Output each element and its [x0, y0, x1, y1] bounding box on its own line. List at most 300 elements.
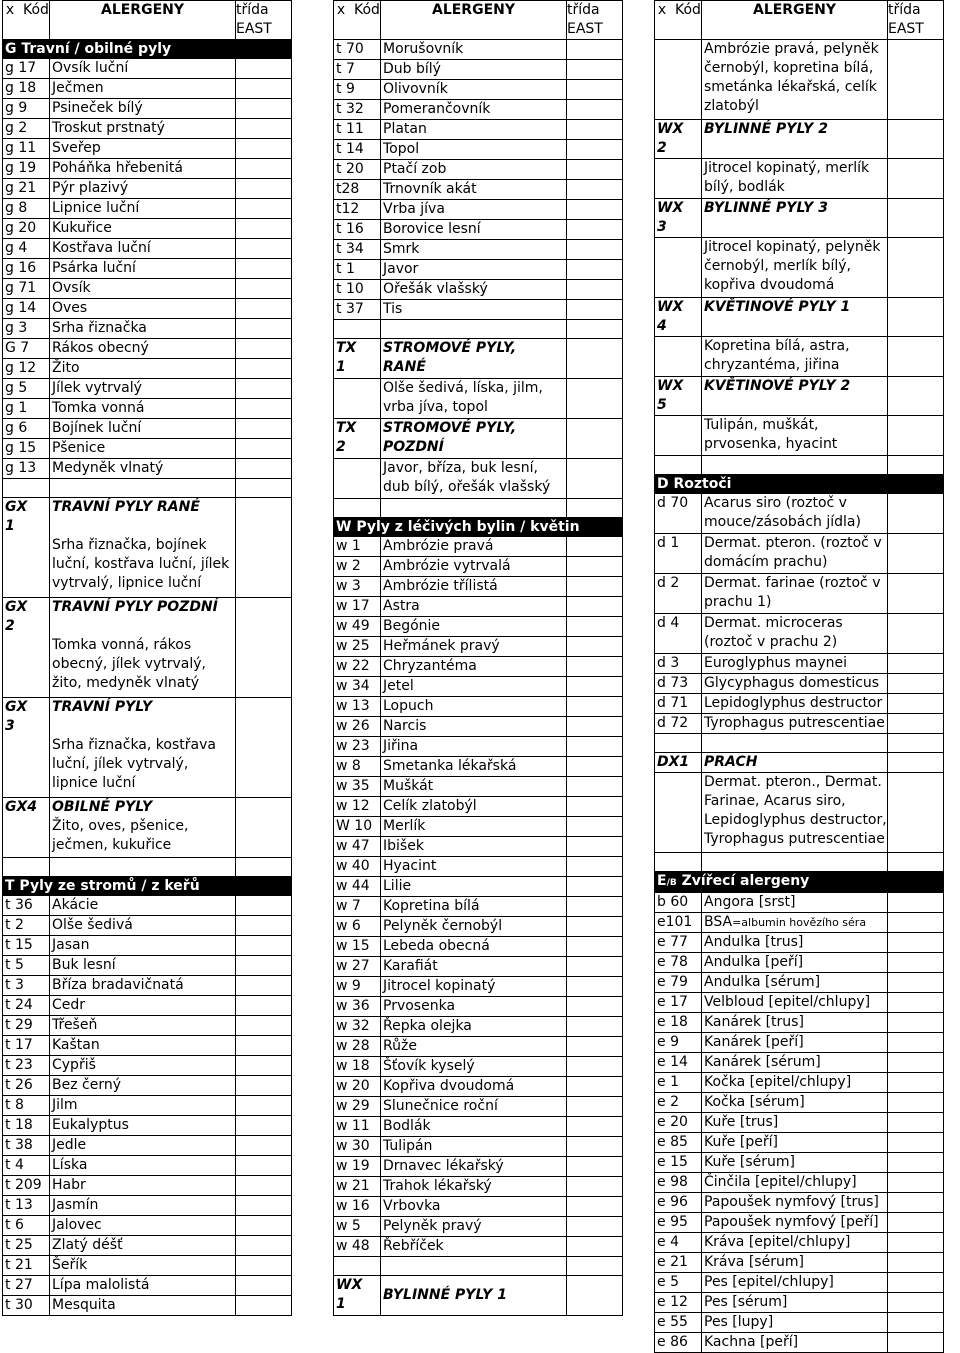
- allergen-row: [3, 439, 292, 459]
- allergen-name: Kanárek [peří]: [704, 1034, 804, 1050]
- column-1: [2, 0, 292, 1316]
- trida-cell: [888, 753, 944, 773]
- group-code: GX 3: [3, 698, 50, 798]
- allergen-code: g 3: [3, 319, 50, 339]
- blank-cell: [3, 858, 50, 877]
- allergen-name-cell: [50, 439, 236, 459]
- allergen-code: w 22: [334, 657, 381, 677]
- allergen-code: g 17: [3, 59, 50, 79]
- group-name: STROMOVÉ PYLY, POZDNÍ: [381, 419, 567, 459]
- allergen-name-cell: [381, 1017, 567, 1037]
- blank-cell: [334, 499, 381, 518]
- allergen-name: Chryzantéma: [383, 658, 477, 674]
- allergen-code: g 15: [3, 439, 50, 459]
- allergen-name: Papoušek nymfový [peří]: [704, 1214, 879, 1230]
- trida-cell: [567, 339, 623, 379]
- allergen-code: w 11: [334, 1117, 381, 1137]
- trida-cell: [236, 339, 292, 359]
- trida-cell: [888, 913, 944, 933]
- group-cell: [50, 598, 236, 698]
- trida-cell: [236, 59, 292, 79]
- allergen-code: t 30: [3, 1296, 50, 1316]
- allergen-name: Cypřiš: [52, 1057, 96, 1073]
- header-code: [334, 1, 381, 40]
- allergen-row: [3, 1076, 292, 1096]
- allergen-name: Řepka olejka: [383, 1018, 472, 1034]
- allergen-name: Karafiát: [383, 958, 438, 974]
- allergen-name: Kuře [sérum]: [704, 1154, 795, 1170]
- blank-row: [3, 479, 292, 498]
- allergen-code: e 98: [655, 1173, 702, 1193]
- allergen-code: t 23: [3, 1056, 50, 1076]
- allergen-row: [3, 1236, 292, 1256]
- trida-cell: [567, 1177, 623, 1197]
- allergen-code: d 4: [655, 614, 702, 654]
- allergen-code: t 36: [3, 896, 50, 916]
- header-trida-cell: [567, 1, 623, 40]
- allergen-row: [334, 1037, 623, 1057]
- desc-code-cell: [334, 379, 381, 419]
- header-row: [655, 1, 944, 40]
- trida-cell: [236, 1076, 292, 1096]
- trida-cell: [888, 1113, 944, 1133]
- allergen-code: w 19: [334, 1157, 381, 1177]
- allergen-code: t 3: [3, 976, 50, 996]
- allergen-name-cell: [702, 1113, 888, 1133]
- allergen-name-cell: [50, 1116, 236, 1136]
- allergen-code: w 9: [334, 977, 381, 997]
- section-header: [655, 475, 944, 494]
- allergen-row: [334, 617, 623, 637]
- allergen-name-cell: [702, 714, 888, 734]
- section-title: [655, 872, 944, 893]
- allergen-code: e 12: [655, 1293, 702, 1313]
- allergen-code: d 3: [655, 654, 702, 674]
- allergen-name-cell: [702, 614, 888, 654]
- allergen-code: w 18: [334, 1057, 381, 1077]
- allergen-code: g 18: [3, 79, 50, 99]
- allergen-code: t 2: [3, 916, 50, 936]
- blank-cell: [3, 479, 50, 498]
- allergen-name: Třešeň: [52, 1017, 98, 1033]
- allergen-code: t 29: [3, 1016, 50, 1036]
- allergen-row: [655, 654, 944, 674]
- group-description: Srha řiznačka, kostřava luční, jílek vytrvalý, lipnice luční: [52, 737, 216, 791]
- trida-cell: [888, 1273, 944, 1293]
- allergen-row: [655, 534, 944, 574]
- trida-cell: [236, 239, 292, 259]
- group-code: GX 1: [3, 498, 50, 598]
- allergen-name: Jalovec: [52, 1217, 102, 1233]
- allergen-row: [3, 239, 292, 259]
- allergen-name-cell: [50, 1036, 236, 1056]
- allergen-row: [334, 997, 623, 1017]
- trida-cell: [236, 1156, 292, 1176]
- allergen-row: [655, 973, 944, 993]
- header-code: [655, 1, 702, 40]
- allergen-code: d 71: [655, 694, 702, 714]
- allergen-code: t 17: [3, 1036, 50, 1056]
- allergen-name: Hyacint: [383, 858, 437, 874]
- desc-code-cell: [655, 337, 702, 377]
- allergen-row: [3, 119, 292, 139]
- allergen-name-cell: [702, 1313, 888, 1333]
- trida-cell: [236, 319, 292, 339]
- allergen-name: Oves: [52, 300, 88, 316]
- allergen-name-cell: [381, 577, 567, 597]
- allergen-name-cell: [381, 777, 567, 797]
- allergen-code: g 12: [3, 359, 50, 379]
- allergen-row: [334, 817, 623, 837]
- allergen-code: w 49: [334, 617, 381, 637]
- trida-cell: [888, 993, 944, 1013]
- allergen-code: d 70: [655, 494, 702, 534]
- allergen-name: Andulka [trus]: [704, 934, 804, 950]
- trida-cell: [888, 1233, 944, 1253]
- trida-cell: [888, 654, 944, 674]
- allergen-row: [334, 717, 623, 737]
- trida-cell: [236, 219, 292, 239]
- trida-cell: [236, 159, 292, 179]
- header-trida-cell: [888, 1, 944, 40]
- allergen-name: Ambrózie vytrvalá: [383, 558, 511, 574]
- allergen-row: [3, 159, 292, 179]
- allergen-row: [655, 714, 944, 734]
- group-code: WX 4: [655, 298, 702, 337]
- allergen-row: [334, 120, 623, 140]
- blank-row: [3, 858, 292, 877]
- allergen-name: Pes [sérum]: [704, 1294, 788, 1310]
- trida-cell: [567, 140, 623, 160]
- allergen-row: [334, 577, 623, 597]
- allergen-code: G 7: [3, 339, 50, 359]
- allergen-name-cell: [50, 1096, 236, 1116]
- allergen-code: w 27: [334, 957, 381, 977]
- allergen-name: Ambrózie třílistá: [383, 578, 498, 594]
- allergen-name-cell: [702, 993, 888, 1013]
- allergen-name: Srha řiznačka: [52, 320, 147, 336]
- allergen-row: [334, 1057, 623, 1077]
- allergen-name: Šťovík kyselý: [383, 1058, 475, 1074]
- header-alergeny: ALERGENY: [752, 2, 836, 18]
- trida-cell: [888, 1173, 944, 1193]
- allergen-name: Jiřina: [383, 738, 419, 754]
- trida-cell: [236, 379, 292, 399]
- allergen-name: Vrbovka: [383, 1198, 441, 1214]
- allergen-row: [3, 179, 292, 199]
- allergen-name: Trahok lékařský: [383, 1178, 492, 1194]
- allergen-name: Kráva [epitel/chlupy]: [704, 1234, 851, 1250]
- header-kod: Kód: [675, 2, 701, 18]
- allergen-row: [3, 459, 292, 479]
- allergen-row: [334, 280, 623, 300]
- allergen-row: [334, 657, 623, 677]
- allergen-name: Ptačí zob: [383, 161, 447, 177]
- allergen-name-cell: [702, 953, 888, 973]
- group-row: [655, 298, 944, 337]
- allergen-name: Tyrophagus putrescentiae: [704, 715, 885, 731]
- trida-cell: [567, 957, 623, 977]
- blank-row: [655, 456, 944, 475]
- trida-cell: [236, 359, 292, 379]
- allergen-code: w 44: [334, 877, 381, 897]
- allergen-name-cell: [381, 657, 567, 677]
- group-description: Jitrocel kopinatý, merlík bílý, bodlák: [702, 159, 888, 199]
- allergen-name-cell: [702, 694, 888, 714]
- allergen-name-cell: [702, 574, 888, 614]
- trida-cell: [236, 1116, 292, 1136]
- trida-cell: [236, 1016, 292, 1036]
- trida-cell: [888, 494, 944, 534]
- allergen-name: Drnavec lékařský: [383, 1158, 504, 1174]
- allergen-row: [3, 319, 292, 339]
- allergen-name: Acarus siro (roztoč v mouce/zásobách jídla): [704, 495, 861, 530]
- allergen-code: d 2: [655, 574, 702, 614]
- allergen-code: e 79: [655, 973, 702, 993]
- blank-cell: [334, 320, 381, 339]
- allergen-name: Jetel: [383, 678, 414, 694]
- column-3: [654, 0, 944, 1353]
- allergen-name: Heřmánek pravý: [383, 638, 500, 654]
- trida-cell: [567, 637, 623, 657]
- trida-cell: [888, 40, 944, 120]
- allergen-name-cell: [50, 1176, 236, 1196]
- allergen-name-cell: [702, 654, 888, 674]
- group-description: Tulipán, muškát, prvosenka, hyacint: [702, 416, 888, 456]
- allergen-name: Prvosenka: [383, 998, 456, 1014]
- allergen-name: Celík zlatobýl: [383, 798, 477, 814]
- trida-cell: [567, 459, 623, 499]
- allergen-name-cell: [702, 534, 888, 574]
- allergen-code: e 55: [655, 1313, 702, 1333]
- allergen-row: [3, 936, 292, 956]
- allergen-code: t 6: [3, 1216, 50, 1236]
- allergen-row: [334, 697, 623, 717]
- allergen-name-cell: [50, 1216, 236, 1236]
- allergen-name: Šeřík: [52, 1257, 88, 1273]
- allergen-name-cell: [702, 1193, 888, 1213]
- allergen-name: Kanárek [trus]: [704, 1014, 804, 1030]
- trida-cell: [567, 737, 623, 757]
- allergen-code: t 209: [3, 1176, 50, 1196]
- allergen-code: t28: [334, 180, 381, 200]
- group-description: Tomka vonná, rákos obecný, jílek vytrvalý, žito, medyněk vlnatý: [52, 637, 206, 691]
- allergen-row: [334, 1197, 623, 1217]
- allergen-name-cell: [381, 677, 567, 697]
- trida-cell: [888, 674, 944, 694]
- group-description: Olše šedivá, líska, jilm, vrba jíva, topol: [381, 379, 567, 419]
- allergen-name-cell: [381, 1077, 567, 1097]
- allergen-name: Javor: [383, 261, 419, 277]
- allergen-row: [3, 976, 292, 996]
- allergen-name-cell: [381, 140, 567, 160]
- group-code: DX1: [655, 753, 702, 773]
- section-title: T Pyly ze stromů / z keřů: [3, 877, 292, 896]
- allergen-row: [334, 677, 623, 697]
- allergen-name: Pýr plazivý: [52, 180, 129, 196]
- group-name: KVĚTINOVÉ PYLY 1: [702, 298, 888, 337]
- trida-cell: [888, 1333, 944, 1353]
- allergen-row: [334, 100, 623, 120]
- allergen-name: Papoušek nymfový [trus]: [704, 1194, 879, 1210]
- trida-cell: [567, 1157, 623, 1177]
- group-code: TX 2: [334, 419, 381, 459]
- allergen-row: [3, 996, 292, 1016]
- allergen-name-cell: [381, 280, 567, 300]
- trida-cell: [888, 1013, 944, 1033]
- allergen-name-cell: [381, 1157, 567, 1177]
- group-row: [655, 120, 944, 159]
- header-alergeny: ALERGENY: [431, 2, 515, 18]
- allergen-name-cell: [381, 877, 567, 897]
- allergen-code: t 24: [3, 996, 50, 1016]
- trida-cell: [236, 976, 292, 996]
- trida-cell: [567, 240, 623, 260]
- allergen-name-cell: [381, 557, 567, 577]
- allergen-name: Kaštan: [52, 1037, 100, 1053]
- allergen-name-cell: [381, 200, 567, 220]
- allergen-name: Poháňka hřebenitá: [52, 160, 183, 176]
- allergen-name: Pes [lupy]: [704, 1314, 774, 1330]
- trida-cell: [567, 160, 623, 180]
- allergen-code: t 14: [334, 140, 381, 160]
- allergen-name-cell: [50, 79, 236, 99]
- header-row: [334, 1, 623, 40]
- allergen-name: Narcis: [383, 718, 427, 734]
- allergen-row: [655, 674, 944, 694]
- allergen-row: [655, 494, 944, 534]
- allergen-name: Jilm: [52, 1097, 78, 1113]
- trida-cell: [236, 1196, 292, 1216]
- group-description: Žito, oves, pšenice, ječmen, kukuřice: [52, 818, 189, 853]
- allergen-name-cell: [381, 1177, 567, 1197]
- allergen-code: e 86: [655, 1333, 702, 1353]
- allergen-name-cell: [381, 100, 567, 120]
- allergen-name-cell: [381, 1037, 567, 1057]
- allergen-name: Dermat. pteron. (roztoč v domácím prachu): [704, 535, 882, 570]
- allergen-name-cell: [50, 119, 236, 139]
- group-code: GX4: [3, 798, 50, 858]
- allergen-code: e 14: [655, 1053, 702, 1073]
- allergen-name: Medyněk vlnatý: [52, 460, 164, 476]
- allergen-name-cell: [381, 1197, 567, 1217]
- trida-cell: [888, 574, 944, 614]
- trida-cell: [567, 837, 623, 857]
- allergen-name-cell: [50, 1276, 236, 1296]
- allergen-row: [655, 1033, 944, 1053]
- allergen-note: =albumin hovězího séra: [732, 916, 867, 929]
- allergen-name: Merlík: [383, 818, 426, 834]
- allergen-name-cell: [50, 976, 236, 996]
- allergen-name: Zlatý déšť: [52, 1237, 123, 1253]
- col3-table: [654, 0, 944, 1353]
- allergen-code: w 23: [334, 737, 381, 757]
- allergen-name-cell: [381, 757, 567, 777]
- trida-cell: [236, 1096, 292, 1116]
- allergen-code: t 16: [334, 220, 381, 240]
- allergen-name-cell: [702, 1153, 888, 1173]
- allergen-row: [3, 1056, 292, 1076]
- group-row: [3, 598, 292, 698]
- allergen-name-cell: [381, 180, 567, 200]
- allergen-row: [655, 574, 944, 614]
- allergen-name-cell: [702, 933, 888, 953]
- header-trida-cell: [236, 1, 292, 40]
- trida-cell: [236, 698, 292, 798]
- allergen-code: d 72: [655, 714, 702, 734]
- allergen-name: Vrba jíva: [383, 201, 445, 217]
- allergen-code: e 17: [655, 993, 702, 1013]
- allergen-name-cell: [50, 59, 236, 79]
- group-code: WX 3: [655, 199, 702, 238]
- trida-cell: [567, 717, 623, 737]
- allergen-row: [655, 1013, 944, 1033]
- allergen-row: [334, 200, 623, 220]
- group-name: BYLINNÉ PYLY 2: [702, 120, 888, 159]
- allergen-name-cell: [381, 60, 567, 80]
- allergen-code: t 70: [334, 40, 381, 60]
- allergen-name-cell: [702, 1053, 888, 1073]
- allergen-code: t 20: [334, 160, 381, 180]
- group-name: BYLINNÉ PYLY 1: [381, 1276, 567, 1316]
- allergen-code: w 26: [334, 717, 381, 737]
- allergen-name-cell: [381, 717, 567, 737]
- allergen-row: [655, 1313, 944, 1333]
- allergen-name: Kachna [peří]: [704, 1334, 799, 1350]
- allergen-name: Bojínek luční: [52, 420, 142, 436]
- trida-cell: [888, 893, 944, 913]
- allergen-row: [3, 1116, 292, 1136]
- allergen-row: [334, 1137, 623, 1157]
- allergen-row: [3, 1276, 292, 1296]
- allergen-code: e 15: [655, 1153, 702, 1173]
- trida-cell: [567, 1097, 623, 1117]
- section-title-sub: /B: [666, 878, 677, 888]
- allergen-name: Lilie: [383, 878, 412, 894]
- trida-cell: [567, 697, 623, 717]
- allergen-name-cell: [702, 1213, 888, 1233]
- trida-cell: [567, 1197, 623, 1217]
- trida-cell: [888, 337, 944, 377]
- trida-cell: [888, 973, 944, 993]
- allergen-name-cell: [381, 120, 567, 140]
- trida-cell: [888, 238, 944, 298]
- allergen-code: e 20: [655, 1113, 702, 1133]
- header-x: x: [657, 2, 667, 18]
- allergen-name-cell: [50, 299, 236, 319]
- trida-cell: [888, 953, 944, 973]
- allergen-row: [3, 1196, 292, 1216]
- allergen-name-cell: [381, 797, 567, 817]
- allergen-name: Cedr: [52, 997, 86, 1013]
- blank-row: [655, 734, 944, 753]
- allergen-name: Smrk: [383, 241, 420, 257]
- allergen-name: Kočka [epitel/chlupy]: [704, 1074, 852, 1090]
- trida-cell: [236, 439, 292, 459]
- allergen-name-cell: [50, 1056, 236, 1076]
- allergen-code: e 21: [655, 1253, 702, 1273]
- desc-code-cell: [655, 238, 702, 298]
- allergen-name-cell: [381, 40, 567, 60]
- allergen-name: Kostřava luční: [52, 240, 151, 256]
- allergen-row: [334, 897, 623, 917]
- trida-cell: [888, 1053, 944, 1073]
- section-header: [3, 40, 292, 59]
- allergen-row: [334, 917, 623, 937]
- allergen-code: g 71: [3, 279, 50, 299]
- allergen-row: [334, 757, 623, 777]
- allergen-code: t 4: [3, 1156, 50, 1176]
